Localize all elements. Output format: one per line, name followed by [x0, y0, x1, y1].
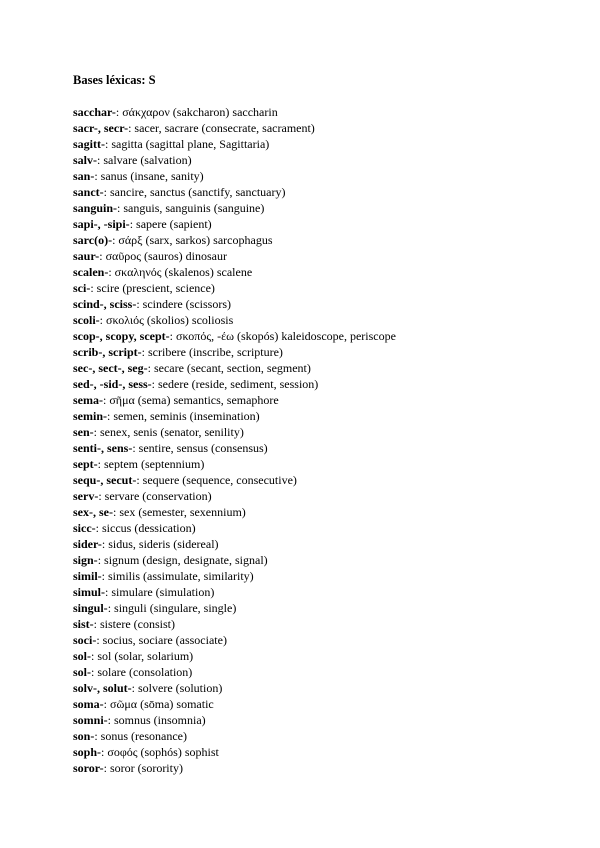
- entry-definition: : soror (sorority): [103, 761, 183, 775]
- entry-definition: : socius, sociare (associate): [96, 633, 227, 647]
- entry-definition: : scribere (inscribe, scripture): [141, 345, 283, 359]
- entry-headword: sol-: [73, 649, 91, 663]
- entry-row: [73, 168, 396, 184]
- entry-definition: : σκαληνός (skalenos) scalene: [108, 265, 253, 279]
- entry-row: [73, 456, 396, 472]
- entry-headword: scrib-, script-: [73, 345, 142, 359]
- entry-row: [73, 312, 396, 328]
- entry-headword: soror-: [73, 761, 104, 775]
- entry-definition: : signum (design, designate, signal): [97, 553, 268, 567]
- entry-row: [73, 248, 396, 264]
- entry-definition: : sancire, sanctus (sanctify, sanctuary): [103, 185, 286, 199]
- entry-headword: sen-: [73, 425, 94, 439]
- entry-headword: scind-, sciss-: [73, 297, 137, 311]
- entry-headword: sacr-, secr-: [73, 121, 129, 135]
- entry-row: [73, 392, 396, 408]
- entry-headword: scop-, scopy, scept-: [73, 329, 170, 343]
- entry-row: [73, 744, 396, 760]
- entry-headword: simil-: [73, 569, 102, 583]
- entry-row: [73, 200, 396, 216]
- entry-headword: somni-: [73, 713, 108, 727]
- entry-row: [73, 120, 396, 136]
- entry-definition: : sentire, sensus (consensus): [132, 441, 268, 455]
- entry-headword: simul-: [73, 585, 106, 599]
- entry-headword: soma-: [73, 697, 104, 711]
- entry-definition: : σκολιός (skolios) scoliosis: [99, 313, 234, 327]
- entry-row: [73, 184, 396, 200]
- entry-row: [73, 296, 396, 312]
- entry-headword: son-: [73, 729, 95, 743]
- entry-headword: sol-: [73, 665, 91, 679]
- entry-row: [73, 344, 396, 360]
- entry-headword: sicc-: [73, 521, 96, 535]
- entry-definition: : sacer, sacrare (consecrate, sacrament): [128, 121, 315, 135]
- entry-headword: saur-: [73, 249, 100, 263]
- entry-definition: : sistere (consist): [93, 617, 175, 631]
- entry-row: [73, 568, 396, 584]
- entry-headword: solv-, solut-: [73, 681, 132, 695]
- entry-definition: : servare (conservation): [98, 489, 212, 503]
- entry-row: [73, 504, 396, 520]
- entry-headword: serv-: [73, 489, 99, 503]
- entry-definition: : siccus (dessication): [95, 521, 196, 535]
- entry-definition: : scire (prescient, science): [90, 281, 215, 295]
- entry-row: [73, 376, 396, 392]
- entry-definition: : senex, senis (senator, senility): [93, 425, 244, 439]
- entry-headword: scalen-: [73, 265, 109, 279]
- entry-headword: sema-: [73, 393, 103, 407]
- entry-headword: sequ-, secut-: [73, 473, 137, 487]
- entry-definition: : semen, seminis (insemination): [107, 409, 260, 423]
- entry-definition: : sapere (sapient): [129, 217, 212, 231]
- entry-list: [73, 104, 396, 776]
- entry-definition: : salvare (salvation): [97, 153, 192, 167]
- entry-definition: : σῶμα (sōma) somatic: [103, 697, 214, 711]
- entry-row: [73, 648, 396, 664]
- entry-headword: sist-: [73, 617, 94, 631]
- entry-row: [73, 216, 396, 232]
- entry-headword: sagitt-: [73, 137, 105, 151]
- entry-headword: sept-: [73, 457, 98, 471]
- entry-row: [73, 584, 396, 600]
- entry-headword: sanct-: [73, 185, 104, 199]
- entry-row: [73, 152, 396, 168]
- entry-row: [73, 264, 396, 280]
- entry-row: [73, 232, 396, 248]
- entry-headword: senti-, sens-: [73, 441, 133, 455]
- entry-row: [73, 408, 396, 424]
- entry-definition: : sedere (reside, sediment, session): [151, 377, 319, 391]
- entry-row: [73, 536, 396, 552]
- entry-definition: : singuli (singulare, single): [107, 601, 237, 615]
- entry-row: [73, 760, 396, 776]
- entry-headword: sider-: [73, 537, 102, 551]
- entry-row: [73, 424, 396, 440]
- entry-headword: singul-: [73, 601, 108, 615]
- entry-definition: : similis (assimulate, similarity): [101, 569, 254, 583]
- entry-definition: : sol (solar, solarium): [91, 649, 194, 663]
- entry-row: [73, 472, 396, 488]
- entry-definition: : sanguis, sanguinis (sanguine): [117, 201, 265, 215]
- entry-row: [73, 680, 396, 696]
- entry-row: [73, 104, 396, 120]
- entry-headword: sarc(o)-: [73, 233, 113, 247]
- entry-definition: : sex (semester, sexennium): [112, 505, 246, 519]
- entry-definition: : solvere (solution): [131, 681, 223, 695]
- entry-definition: : sidus, sideris (sidereal): [101, 537, 219, 551]
- entry-definition: : sonus (resonance): [94, 729, 187, 743]
- entry-headword: sec-, sect-, seg-: [73, 361, 148, 375]
- entry-headword: soci-: [73, 633, 97, 647]
- entry-definition: : somnus (insomnia): [107, 713, 206, 727]
- entry-row: [73, 696, 396, 712]
- entry-definition: : σκοπός, -έω (skopós) kaleidoscope, periscope: [169, 329, 396, 343]
- entry-headword: san-: [73, 169, 95, 183]
- entry-row: [73, 552, 396, 568]
- entry-definition: : σοφός (sophós) sophist: [101, 745, 219, 759]
- entry-definition: : solare (consolation): [91, 665, 193, 679]
- entry-row: [73, 664, 396, 680]
- entry-definition: : sagitta (sagittal plane, Sagittaria): [105, 137, 270, 151]
- page-title: Bases léxicas: S: [73, 73, 156, 87]
- entry-definition: : σῆμα (sema) semantics, semaphore: [103, 393, 279, 407]
- entry-definition: : σάκχαρον (sakcharon) saccharin: [115, 105, 278, 119]
- entry-headword: sanguin-: [73, 201, 118, 215]
- entry-definition: : sequere (sequence, consecutive): [136, 473, 297, 487]
- entry-headword: soph-: [73, 745, 102, 759]
- entry-headword: sacchar-: [73, 105, 116, 119]
- entry-row: [73, 728, 396, 744]
- entry-headword: sapi-, -sipi-: [73, 217, 130, 231]
- entry-row: [73, 328, 396, 344]
- entry-definition: : septem (septennium): [97, 457, 205, 471]
- entry-definition: : secare (secant, section, segment): [147, 361, 311, 375]
- entry-row: [73, 136, 396, 152]
- entry-headword: salv-: [73, 153, 97, 167]
- entry-headword: semin-: [73, 409, 107, 423]
- entry-row: [73, 712, 396, 728]
- entry-definition: : simulare (simulation): [105, 585, 215, 599]
- entry-headword: scoli-: [73, 313, 100, 327]
- entry-headword: sign-: [73, 553, 98, 567]
- entry-row: [73, 360, 396, 376]
- entry-row: [73, 280, 396, 296]
- entry-headword: sex-, se-: [73, 505, 113, 519]
- entry-definition: : sanus (insane, sanity): [94, 169, 204, 183]
- entry-row: [73, 632, 396, 648]
- entry-definition: : σαῦρος (sauros) dinosaur: [99, 249, 227, 263]
- entry-row: [73, 600, 396, 616]
- entry-row: [73, 488, 396, 504]
- entry-row: [73, 616, 396, 632]
- entry-row: [73, 520, 396, 536]
- entry-row: [73, 440, 396, 456]
- entry-definition: : σάρξ (sarx, sarkos) sarcophagus: [112, 233, 273, 247]
- entry-headword: sci-: [73, 281, 91, 295]
- entry-definition: : scindere (scissors): [136, 297, 231, 311]
- entry-headword: sed-, -sid-, sess-: [73, 377, 152, 391]
